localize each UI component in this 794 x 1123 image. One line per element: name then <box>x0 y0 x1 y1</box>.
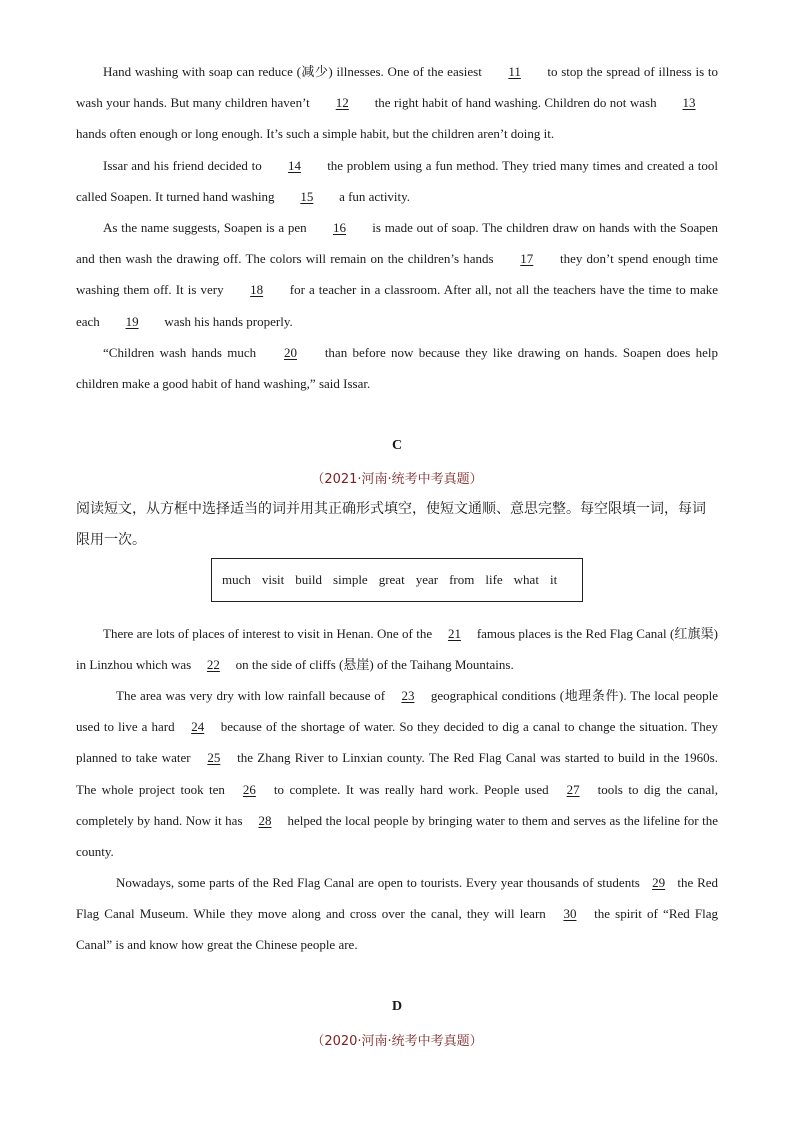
blank-27[interactable]: 27 <box>566 781 580 797</box>
passage-c-paragraph-3 <box>76 867 718 961</box>
text: on the side of cliffs (悬崖) of the Taihang Mountains. <box>235 657 514 673</box>
text: There are lots of places of interest to visit in Henan. One of the <box>103 626 433 641</box>
text: As the name suggests, Soapen is a pen <box>103 220 307 235</box>
text: to complete. It was really hard work. People used <box>273 781 549 797</box>
text: the Zhang River to Linxian county. The Red Flag Canal was started to build in the 1960s. The whole project took ten <box>76 750 718 797</box>
blank-26[interactable]: 26 <box>242 781 256 797</box>
section-c-instruction: 阅读短文，从方框中选择适当的词并用其正确形式填空，使短文通顺、意思完整。每空限填一词，每词限用一次。 <box>76 501 706 548</box>
text: The area was very dry with low rainfall because of <box>116 688 386 703</box>
blank-17[interactable]: 17 <box>520 251 534 267</box>
passage-c-paragraph-2 <box>76 680 718 867</box>
passage-b-paragraph-3 <box>76 212 718 337</box>
text: is made out of soap. The children draw on hands with the Soapen and then wash the drawing off. The colors will remain on the children’s hands <box>76 220 719 267</box>
section-c-heading: C <box>391 438 403 453</box>
word-bank-item: simple <box>333 572 368 587</box>
blank-30[interactable]: 30 <box>563 906 577 922</box>
word-bank-item: build <box>295 572 323 587</box>
word-bank-item: much <box>222 572 251 587</box>
text: the right habit of hand washing. Children do not wash <box>374 95 657 111</box>
word-bank-item: it <box>549 572 558 587</box>
text: famous places is the Red Flag Canal (红旗渠) in Linzhou which was <box>76 626 719 673</box>
word-bank-item: great <box>378 572 405 587</box>
section-d-source: （2020·河南·统考中考真题） <box>311 1034 483 1049</box>
text: Issar and his friend decided to <box>103 158 262 173</box>
text: Hand washing with soap can reduce (减少) illnesses. One of the easiest <box>103 64 482 79</box>
blank-28[interactable]: 28 <box>258 812 272 828</box>
text: helped the local people by bringing water to them and serves as the lifeline for the county. <box>76 812 718 860</box>
text: “Children wash hands much <box>103 345 257 360</box>
text: the problem using a fun method. They tried many times and created a tool called Soapen. It turned hand washing <box>76 158 719 205</box>
text: Nowadays, some parts of the Red Flag Canal are open to tourists. Every year thousands of students <box>116 875 640 890</box>
blank-12[interactable]: 12 <box>335 95 349 111</box>
word-bank-item: visit <box>261 572 285 587</box>
text: hands often enough or long enough. It’s such a simple habit, but the children aren’t doing it. <box>76 126 555 142</box>
blank-14[interactable]: 14 <box>287 158 301 173</box>
blank-16[interactable]: 16 <box>332 220 346 235</box>
blank-11[interactable]: 11 <box>508 64 521 79</box>
text: the Red Flag Canal Museum. While they move along and cross over the canal, they will learn <box>76 875 719 922</box>
word-bank-item: life <box>485 572 503 587</box>
blank-25[interactable]: 25 <box>207 750 221 766</box>
blank-29[interactable]: 29 <box>652 875 666 890</box>
text: to stop the spread of illness is to wash your hands. But many children haven’t <box>76 64 718 111</box>
blank-20[interactable]: 20 <box>283 345 297 360</box>
text: than before now because they like drawing on hands. Soapen does help children make a good habit of hand washing,” said Issar. <box>76 345 718 392</box>
section-d-heading: D <box>391 999 403 1014</box>
blank-22[interactable]: 22 <box>206 657 220 673</box>
section-c-source: （2021·河南·统考中考真题） <box>311 472 483 487</box>
blank-21[interactable]: 21 <box>447 626 461 641</box>
text: the spirit of “Red Flag Canal” is and know how great the Chinese people are. <box>76 906 719 953</box>
blank-18[interactable]: 18 <box>250 282 264 298</box>
blank-13[interactable]: 13 <box>682 95 696 111</box>
blank-19[interactable]: 19 <box>125 313 139 329</box>
blank-15[interactable]: 15 <box>300 189 314 205</box>
text: a fun activity. <box>339 189 411 205</box>
passage-c-paragraph-1 <box>76 618 718 680</box>
text: wash his hands properly. <box>164 313 293 329</box>
passage-b-paragraph-1 <box>76 56 718 150</box>
word-bank-item: what <box>513 572 539 587</box>
word-bank-box <box>211 558 583 602</box>
text: geographical conditions (地理条件). The local people used to live a hard <box>76 688 719 735</box>
text: they don’t spend enough time washing them off. It is very <box>76 251 719 298</box>
text: because of the shortage of water. So they decided to dig a canal to change the situation. They planned to take water <box>76 719 718 766</box>
text: tools to dig the canal, completely by hand. Now it has <box>76 781 719 828</box>
blank-23[interactable]: 23 <box>401 688 415 703</box>
passage-b-paragraph-4 <box>76 337 718 399</box>
word-bank-item: from <box>449 572 475 587</box>
passage-b-paragraph-2 <box>76 150 718 212</box>
word-bank-item: year <box>415 572 439 587</box>
text: for a teacher in a classroom. After all, not all the teachers have the time to make each <box>76 282 719 329</box>
blank-24[interactable]: 24 <box>191 719 205 735</box>
